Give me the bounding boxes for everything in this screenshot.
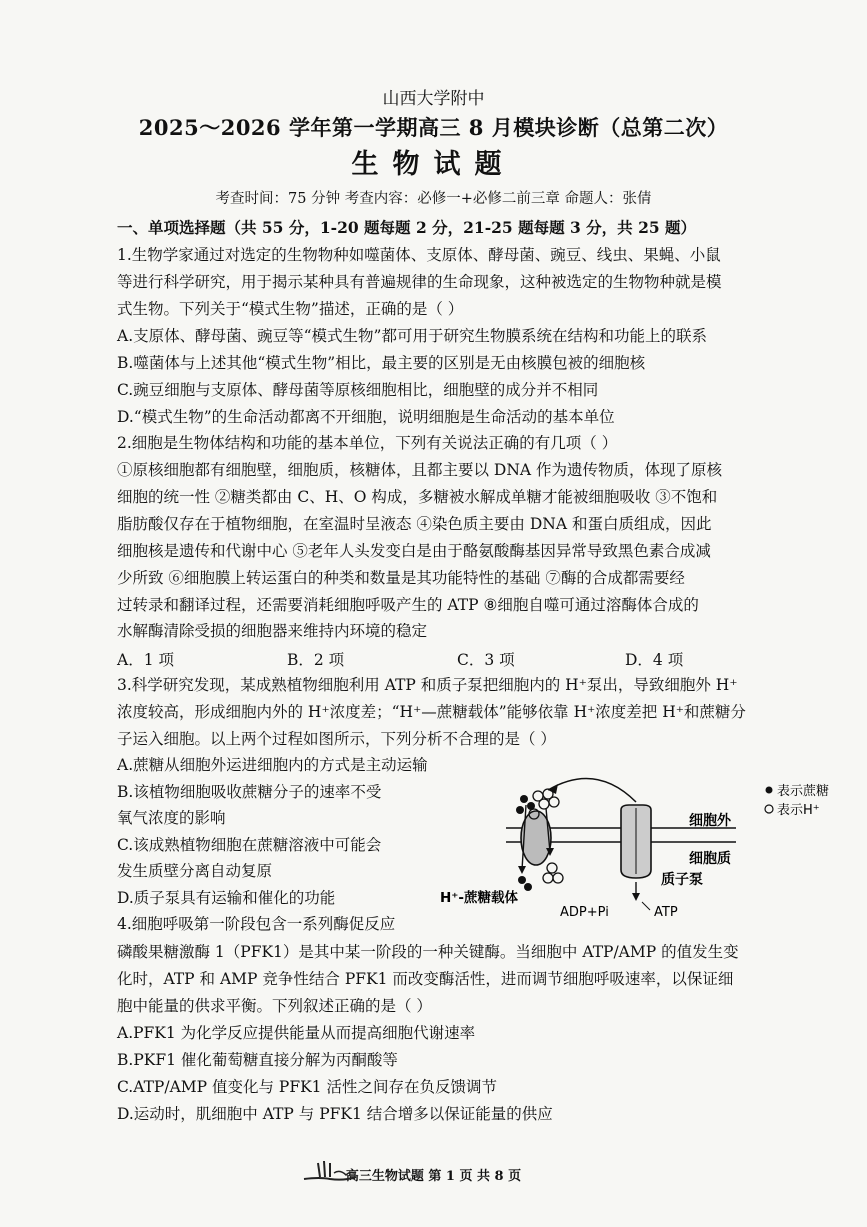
label-cytoplasm: 细胞质 xyxy=(689,851,731,867)
q2-stem-line: 少所致 ⑥细胞膜上转运蛋白的种类和数量是其功能特性的基础 ⑦酶的合成都需要经 xyxy=(117,569,685,587)
q3-stem-line: 浓度较高，形成细胞内外的 H⁺浓度差；“H⁺—蔗糖载体”能够依靠 H⁺浓度差把 H⁺和蔗糖分 xyxy=(117,703,746,721)
q2-stem-line: 细胞的统一性 ②糖类都由 C、H、O 构成，多糖被水解成单糖才能被细胞吸收 ③不饱和 xyxy=(117,488,718,506)
q2-stem-line: 细胞核是遗传和代谢中心 ⑤老年人头发变白是由于酪氨酸酶基因异常导致黑色素合成减 xyxy=(117,542,711,560)
q2-option-d: D．4 项 xyxy=(625,651,684,669)
q3-option-d: D.质子泵具有运输和催化的功能 xyxy=(117,889,336,907)
q4-stem-line: 胞中能量的供求平衡。下列叙述正确的是（ ） xyxy=(117,997,432,1015)
footer-mark-icon xyxy=(300,1159,360,1183)
legend-sucrose-label: 表示蔗糖 xyxy=(777,784,830,799)
q1-option-b: B.噬菌体与上述其他“模式生物”相比，最主要的区别是无由核膜包被的细胞核 xyxy=(117,354,646,372)
page-footer xyxy=(0,1165,867,1184)
footer-text: 高三生物试题 第 1 页 共 8 页 xyxy=(345,1169,522,1184)
subject-title: 生物试题 xyxy=(351,149,516,180)
school-name: 山西大学附中 xyxy=(382,89,485,109)
q3-option-c-cont: 发生质壁分离自动复原 xyxy=(117,862,273,880)
label-outside: 细胞外 xyxy=(689,813,731,829)
q1-option-a: A.支原体、酵母菌、豌豆等“模式生物”都可用于研究生物膜系统在结构和功能上的联系 xyxy=(117,327,707,345)
q2-stem-line: 脂肪酸仅存在于植物细胞，在室温时呈液态 ④染色质主要由 DNA 和蛋白质组成，因此 xyxy=(117,515,712,533)
q1-stem-line: 式生物。下列关于“模式生物”描述，正确的是（ ） xyxy=(117,300,464,318)
q2-stem-line: 水解酶清除受损的细胞器来维持内环境的稳定 xyxy=(117,622,428,640)
q4-stem-line: 化时，ATP 和 AMP 竞争性结合 PFK1 而改变酶活性，进而调节细胞呼吸速率，以保证细 xyxy=(117,970,734,988)
label-carrier: H⁺-蔗糖载体 xyxy=(440,890,519,906)
q2-option-c: C．3 项 xyxy=(457,651,515,669)
q2-option-a: A．1 项 xyxy=(117,651,174,669)
q2-option-b: B．2 项 xyxy=(287,651,345,669)
q4-option-a: A.PFK1 为化学反应提供能量从而提高细胞代谢速率 xyxy=(117,1024,476,1042)
q3-option-b: B.该植物细胞吸收蔗糖分子的速率不受 xyxy=(117,783,382,801)
q1-option-d: D.“模式生物”的生命活动都离不开细胞，说明细胞是生命活动的基本单位 xyxy=(117,408,615,426)
exam-title: 2025～2026 学年第一学期高三 8 月模块诊断（总第二次） xyxy=(138,115,729,140)
legend-h-label: 表示H⁺ xyxy=(777,803,820,818)
q1-option-c: C.豌豆细胞与支原体、酵母菌等原核细胞相比，细胞壁的成分并不相同 xyxy=(117,381,599,399)
q4-stem-line: 4.细胞呼吸第一阶段包含一系列酶促反应 xyxy=(117,915,396,933)
section-title: 一、单项选择题（共 55 分，1-20 题每题 2 分，21-25 题每题 3 分，共 25 题） xyxy=(117,218,697,237)
label-adp: ADP+Pi xyxy=(560,905,609,920)
q2-stem-line: 2.细胞是生物体结构和功能的基本单位，下列有关说法正确的有几项（ ） xyxy=(117,434,618,452)
q4-option-b: B.PKF1 催化葡萄糖直接分解为丙酮酸等 xyxy=(117,1051,398,1069)
membrane-transport-diagram xyxy=(436,770,836,920)
label-proton-pump: 质子泵 xyxy=(661,872,703,888)
q3-option-b-cont: 氧气浓度的影响 xyxy=(117,809,226,827)
q4-option-c: C.ATP/AMP 值变化与 PFK1 活性之间存在负反馈调节 xyxy=(117,1078,497,1096)
q1-stem-line: 1.生物学家通过对选定的生物物种如噬菌体、支原体、酵母菌、豌豆、线虫、果蝇、小鼠 xyxy=(117,246,721,264)
q3-stem-line: 子运入细胞。以上两个过程如图所示，下列分析不合理的是（ ） xyxy=(117,730,556,748)
q1-stem-line: 等进行科学研究，用于揭示某种具有普遍规律的生命现象，这种被选定的生物物种就是模 xyxy=(117,273,722,291)
q3-stem-line: 3.科学研究发现，某成熟植物细胞利用 ATP 和质子泵把细胞内的 H⁺泵出，导致细胞外 H⁺ xyxy=(117,676,738,694)
legend-sucrose-marker xyxy=(766,787,773,794)
q4-stem-line: 磷酸果糖激酶 1（PFK1）是其中某一阶段的一种关键酶。当细胞中 ATP/AMP 的值发生变 xyxy=(117,943,739,961)
label-atp: ATP xyxy=(654,905,678,920)
q3-option-a: A.蔗糖从细胞外运进细胞内的方式是主动运输 xyxy=(117,756,428,774)
legend-h-marker xyxy=(765,805,773,813)
q3-option-c: C.该成熟植物细胞在蔗糖溶液中可能会 xyxy=(117,836,382,854)
q2-stem-line: 过转录和翻译过程，还需要消耗细胞呼吸产生的 ATP ⑧细胞自噬可通过溶酶体合成的 xyxy=(117,596,699,614)
exam-info: 考查时间：75 分钟 考查内容：必修一+必修二前三章 命题人：张倩 xyxy=(215,191,652,207)
q2-stem-line: ①原核细胞都有细胞壁，细胞质，核糖体，且都主要以 DNA 作为遗传物质，体现了原核 xyxy=(117,461,723,479)
q4-option-d: D.运动时，肌细胞中 ATP 与 PFK1 结合增多以保证能量的供应 xyxy=(117,1105,553,1123)
